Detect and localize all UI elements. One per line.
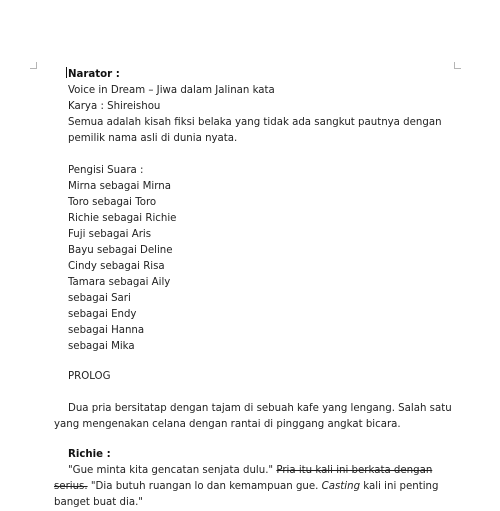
narrator-heading: Narator :	[68, 69, 120, 80]
cast-item: Tamara sebagai Aily	[68, 277, 171, 288]
dialog-text: "Gue minta kita gencatan senjata dulu."	[68, 465, 277, 476]
cast-item: Richie sebagai Richie	[68, 213, 177, 224]
cast-item: sebagai Sari	[68, 293, 131, 304]
narration-paragraph: Dua pria bersitatap dengan tajam di sebuah kafe yang lengang. Salah satu yang mengenakan celana dengan rantai di pinggang angkat bicara.	[54, 403, 452, 430]
cast-heading: Pengisi Suara :	[68, 165, 144, 176]
title-line: Voice in Dream – Jiwa dalam Jalinan kata	[68, 85, 275, 96]
author-line: Karya : Shireishou	[68, 101, 161, 112]
text-cursor	[66, 67, 67, 78]
speaker-heading: Richie :	[68, 449, 111, 460]
cast-item: Bayu sebagai Deline	[68, 245, 173, 256]
page-corner-marker-left	[30, 62, 37, 69]
italic-text: Casting	[321, 481, 361, 492]
dialog-text: "Dia butuh ruangan lo dan kemampuan gue.	[87, 481, 322, 492]
disclaimer-paragraph: Semua adalah kisah fiksi belaka yang tidak ada sangkut pautnya dengan pemilik nama asli di dunia nyata.	[68, 117, 442, 144]
prolog-heading: PROLOG	[68, 371, 111, 382]
document-body[interactable]	[54, 67, 460, 511]
cast-item: Toro sebagai Toro	[68, 197, 157, 208]
dialog-text: kali ini penting banget buat dia."	[54, 481, 439, 508]
cast-item: Fuji sebagai Aris	[68, 229, 152, 240]
cast-item: sebagai Mika	[68, 341, 135, 352]
cast-item: sebagai Hanna	[68, 325, 145, 336]
cast-list	[68, 179, 460, 355]
cast-item: Mirna sebagai Mirna	[68, 181, 171, 192]
cast-item: sebagai Endy	[68, 309, 137, 320]
cast-item: Cindy sebagai Risa	[68, 261, 165, 272]
struck-text: Pria itu kali ini berkata dengan serius.	[54, 465, 433, 492]
dialog-paragraph	[54, 463, 464, 511]
